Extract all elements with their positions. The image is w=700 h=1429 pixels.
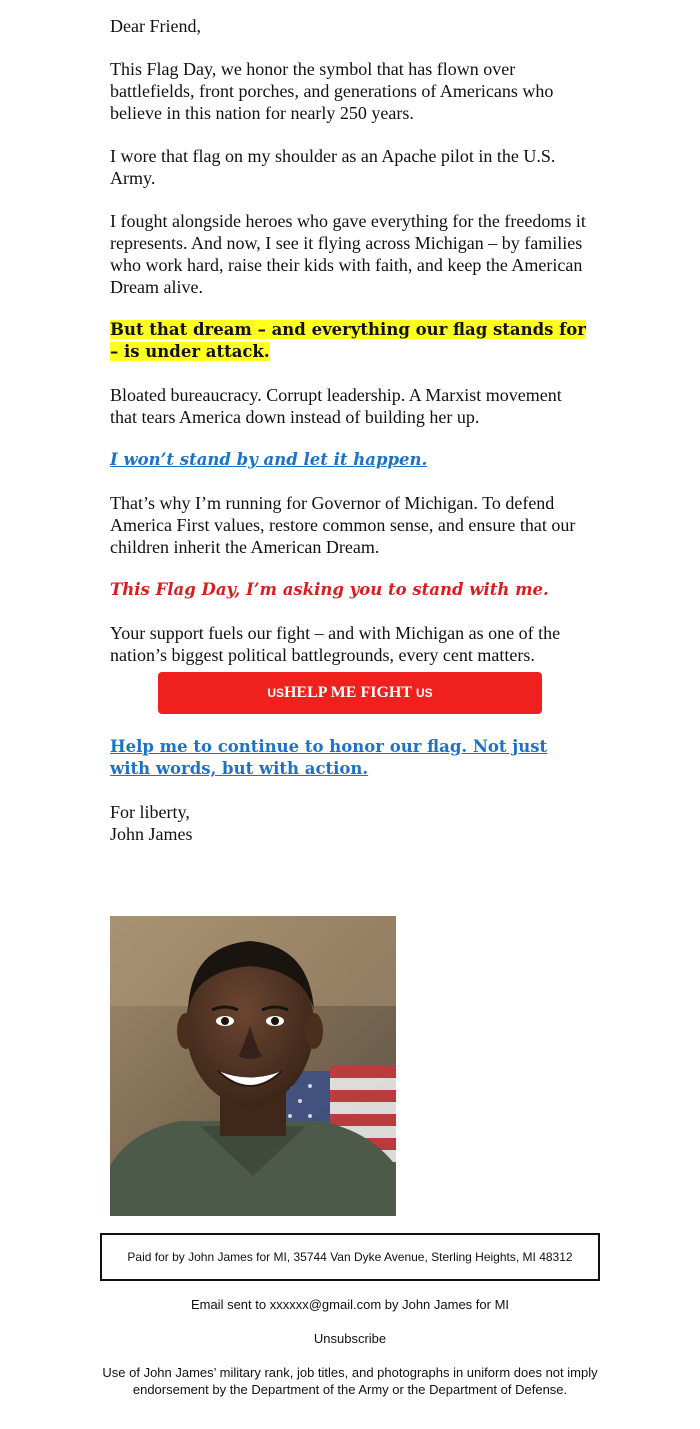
candidate-photo [110,916,396,1216]
unsubscribe-wrap [100,1330,600,1347]
military-disclaimer: Use of John James’ military rank, job titles, and photographs in uniform does not imply endorsement by the Department of the Army or the Department of Defense. [102,1365,598,1397]
paragraph-apache-pilot: I wore that flag on my shoulder as an Apache pilot in the U.S. Army. [110,146,556,188]
paid-for-text: Paid for by John James for MI, 35744 Van Dyke Avenue, Sterling Heights, MI 48312 [127,1250,573,1264]
stand-with-me-line: This Flag Day, I’m asking you to stand with me. [110,580,549,599]
paragraph-heroes: I fought alongside heroes who gave everything for the freedoms it represents. And now, I see it flying across Michigan – by families who work hard, raise their kids with faith, and keep the American Dream alive. [110,211,586,297]
signoff-line: For liberty, [110,802,190,822]
greeting: Dear Friend, [110,16,201,36]
us-flag-icon: US [267,686,284,700]
help-me-fight-button[interactable] [158,672,542,714]
unsubscribe-link[interactable]: Unsubscribe [313,1331,387,1346]
signature-name: John James [110,824,193,844]
paid-for-disclaimer-box [100,1233,600,1281]
highlighted-text: But that dream – and everything our flag stands for – is under attack. [110,320,586,361]
us-flag-icon: US [416,686,433,700]
paragraph-support: Your support fuels our fight – and with Michigan as one of the nation’s biggest political battlegrounds, every cent matters. [110,623,561,665]
candidate-portrait-image [110,916,396,1216]
email-sent-to: Email sent to xxxxxx@gmail.com by John James for MI [190,1297,510,1312]
paragraph-bureaucracy: Bloated bureaucracy. Corrupt leadership. A Marxist movement that tears America down instead of building her up. [110,385,562,427]
stand-by-link[interactable]: I won’t stand by and let it happen. [110,450,428,469]
highlighted-statement [110,319,590,363]
paragraph-governor: That’s why I’m running for Governor of Michigan. To defend America First values, restore common sense, and ensure that our children inherit the American Dream. [110,493,576,557]
help-me-fight-label: HELP ME FIGHT [283,684,412,701]
paragraph-flag-day: This Flag Day, we honor the symbol that has flown over battlefields, front porches, and generations of Americans who believe in this nation for nearly 250 years. [110,59,554,123]
email-body [110,15,590,845]
honor-flag-link[interactable]: Help me to continue to honor our flag. Not just with words, but with action. [110,737,548,778]
